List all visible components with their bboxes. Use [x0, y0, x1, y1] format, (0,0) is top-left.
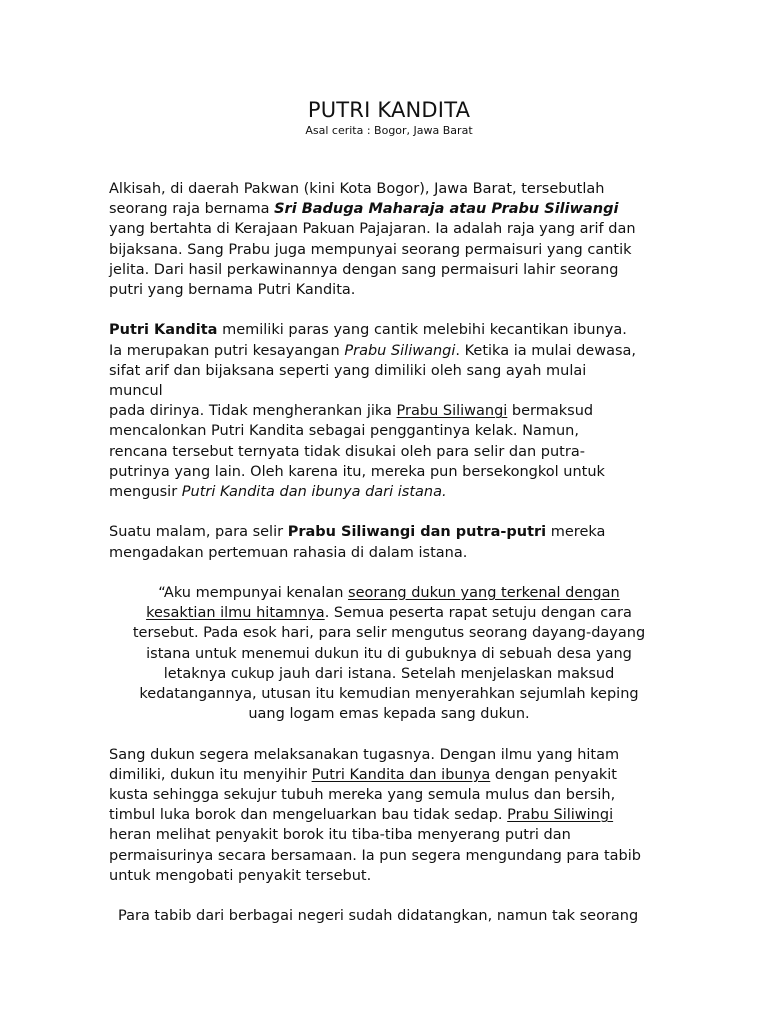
paragraph-6 [109, 906, 669, 926]
text-line: letaknya cukup jauh dari istana. Setelah menjelaskan maksud [163, 665, 615, 682]
story-origin: Asal cerita : Bogor, Jawa Barat [305, 124, 473, 137]
text-run: mengusir [109, 484, 182, 501]
text-line: muncul [109, 383, 163, 400]
text-line: Sang dukun segera melaksanakan tugasnya. Dengan ilmu yang hitam [109, 746, 620, 763]
text-run: seorang raja bernama [109, 201, 275, 218]
text-run: mereka [546, 524, 606, 541]
paragraph-1 [109, 179, 669, 300]
text-line: rencana tersebut ternyata tidak disukai oleh para selir dan putra- [109, 443, 585, 460]
text-line: mencalonkan Putri Kandita sebagai penggantinya kelak. Namun, [109, 423, 579, 440]
text-line: heran melihat penyakit borok itu tiba-tiba menyerang putri dan [109, 827, 571, 844]
text-run: pada dirinya. Tidak mengherankan jika [109, 403, 397, 420]
text-line: Para tabib dari berbagai negeri sudah didatangkan, namun tak seorang [118, 908, 639, 925]
story-title: PUTRI KANDITA [307, 98, 471, 122]
text-line [109, 199, 669, 219]
text-line [109, 603, 669, 623]
princess-name-bold: Putri Kandita [109, 322, 218, 339]
underlined-phrase: kesaktian ilmu hitamnya [146, 605, 325, 622]
text-run: memiliki paras yang cantik melebihi kecantikan ibunya. [217, 322, 627, 339]
text-line: Alkisah, di daerah Pakwan (kini Kota Bogor), Jawa Barat, tersebutlah [109, 181, 605, 197]
text-line: uang logam emas kepada sang dukun. [248, 706, 530, 723]
text-line: untuk mengobati penyakit tersebut. [109, 867, 372, 884]
text-line [109, 805, 669, 825]
text-line [109, 341, 669, 361]
text-line [109, 522, 669, 542]
text-run: bermaksud [507, 403, 594, 420]
paragraph-5 [109, 745, 669, 886]
text-run: dengan penyakit [490, 766, 617, 783]
king-name-underlined: Prabu Siliwangi [396, 403, 508, 420]
paragraph-gap [109, 724, 669, 744]
paragraph-gap [109, 502, 669, 522]
paragraph-2 [109, 320, 669, 502]
text-run: Ia merupakan putri kesayangan [109, 342, 345, 359]
italic-phrase: Putri Kandita dan ibunya dari istana. [181, 484, 447, 501]
paragraph-gap [109, 886, 669, 906]
text-run: dimiliki, dukun itu menyihir [109, 766, 312, 783]
underlined-phrase: Putri Kandita dan ibunya [311, 766, 491, 783]
text-line: kedatangannya, utusan itu kemudian menyerahkan sejumlah keping [139, 686, 639, 703]
text-run: “Aku mempunyai kenalan [158, 585, 349, 602]
text-line: yang bertahta di Kerajaan Pakuan Pajajaran. Ia adalah raja yang arif dan [109, 221, 636, 238]
text-line [109, 765, 669, 785]
text-run: timbul luka borok dan mengeluarkan bau tidak sedap. [109, 807, 508, 824]
king-name-underlined: Prabu Siliwingi [507, 807, 614, 824]
text-line: permaisurinya secara bersamaan. Ia pun segera mengundang para tabib [109, 847, 641, 864]
paragraph-gap [109, 563, 669, 583]
paragraph-4-centered [109, 583, 669, 724]
king-name-italic: Prabu Siliwangi [344, 342, 456, 359]
text-run: . Semua peserta rapat setuju dengan cara [324, 605, 632, 622]
story-body [109, 179, 669, 926]
text-line: sifat arif dan bijaksana seperti yang dimiliki oleh sang ayah mulai [109, 362, 587, 379]
text-line [109, 583, 669, 603]
text-line: tersebut. Pada esok hari, para selir mengutus seorang dayang-dayang [132, 625, 646, 642]
text-line: bijaksana. Sang Prabu juga mempunyai seorang permaisuri yang cantik [109, 241, 632, 258]
text-line [109, 401, 669, 421]
text-line: istana untuk menemui dukun itu di gubuknya di sebuah desa yang [146, 645, 632, 662]
paragraph-gap [109, 300, 669, 320]
text-line [109, 320, 669, 340]
underlined-phrase: seorang dukun yang terkenal dengan [348, 585, 620, 602]
paragraph-3 [109, 522, 669, 562]
text-line: mengadakan pertemuan rahasia di dalam istana. [109, 544, 468, 561]
text-run: . Ketika ia mulai dewasa, [455, 342, 637, 359]
king-name-emphasis: Sri Baduga Maharaja atau Prabu Siliwangi [274, 201, 619, 218]
text-line: jelita. Dari hasil perkawinannya dengan sang permaisuri lahir seorang [109, 261, 619, 278]
text-run: Suatu malam, para selir [109, 524, 288, 541]
text-line: putrinya yang lain. Oleh karena itu, mereka pun bersekongkol untuk [109, 463, 605, 480]
text-line: putri yang bernama Putri Kandita. [109, 282, 356, 299]
text-line: kusta sehingga sekujur tubuh mereka yang semula mulus dan bersih, [109, 787, 616, 804]
text-line [109, 482, 669, 502]
bold-phrase: Prabu Siliwangi dan putra-putri [287, 524, 547, 541]
